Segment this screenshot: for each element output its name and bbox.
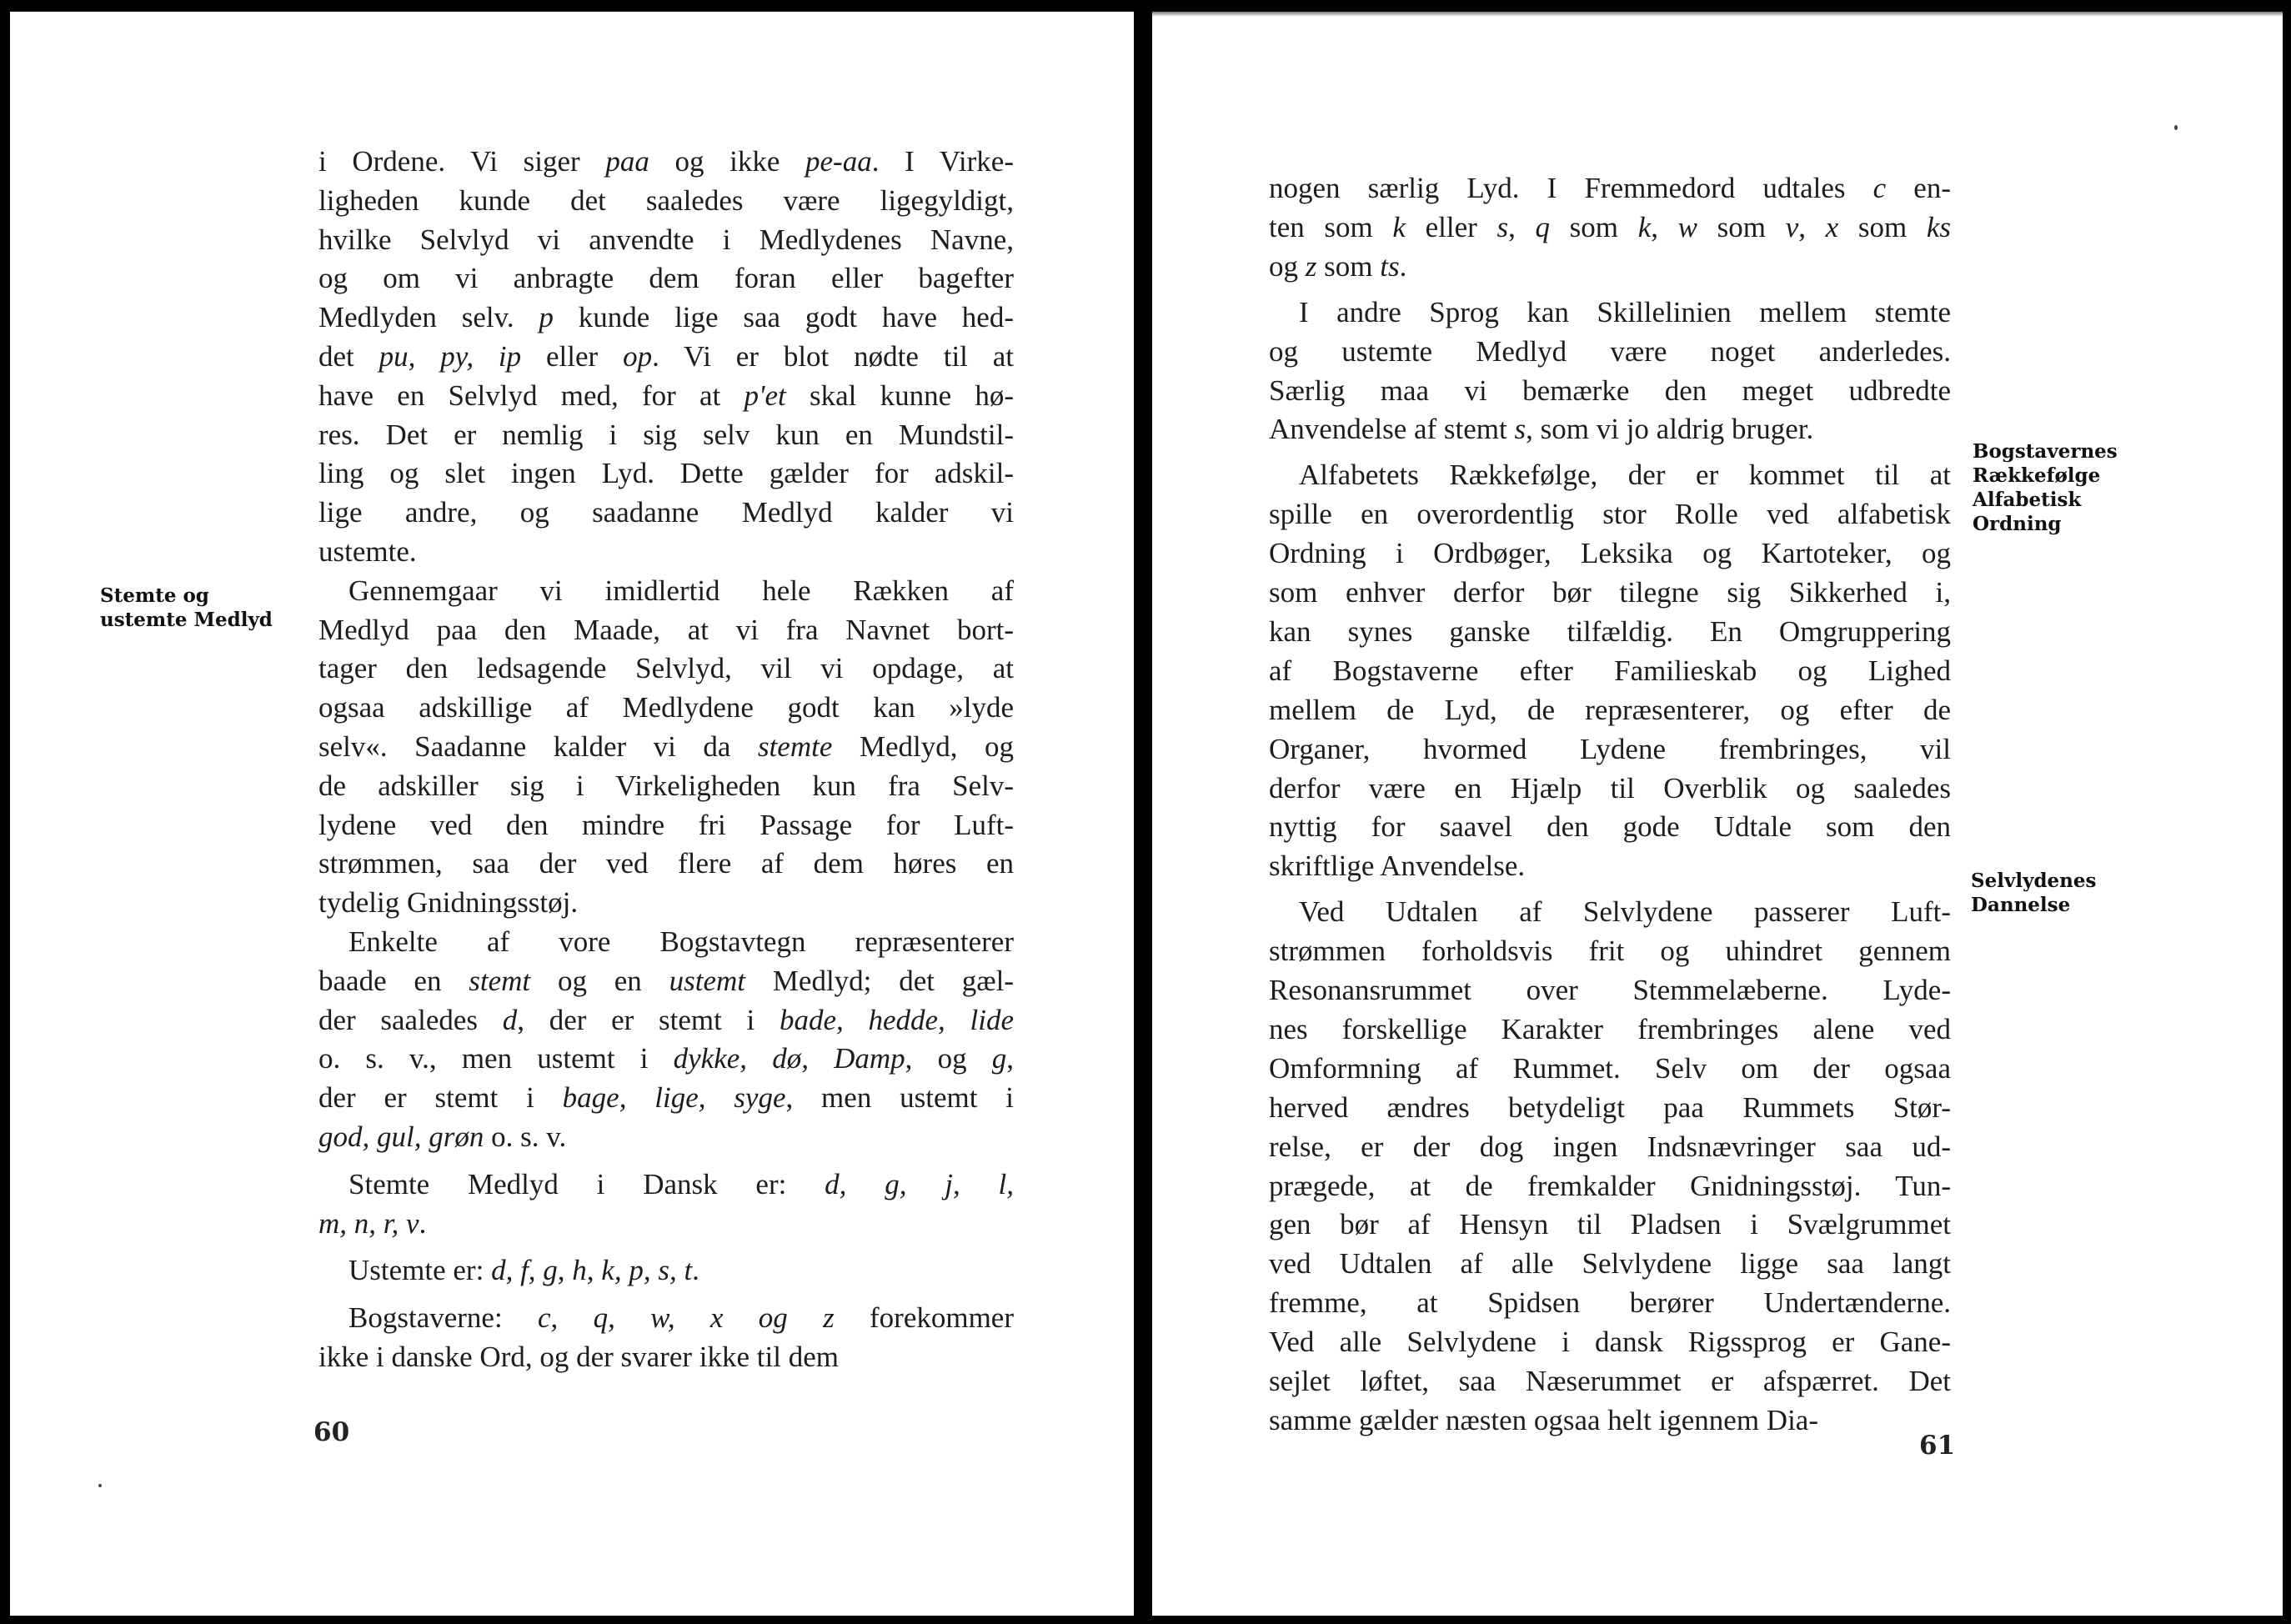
text-line: ten som k eller s, q som k, w som v, x som ks — [1269, 210, 1952, 243]
text-line: ikke i danske Ord, og der svarer ikke til dem — [318, 1341, 839, 1373]
text-line: m, n, r, v. — [318, 1206, 427, 1240]
margin-note-line: Stemte og — [100, 584, 209, 607]
text-line: o. s. v., men ustemt i dykke, dø, Damp, og g, — [318, 1042, 1014, 1075]
text-line: Medlyden selv. p kunde lige saa godt have hed- — [318, 301, 1014, 334]
text-line: nyttig for saavel den gode Udtale som den — [1269, 810, 1951, 844]
print-speck — [98, 1484, 102, 1487]
text-line: res. Det er nemlig i sig selv kun en Mundstil- — [318, 418, 1014, 451]
text-line: Gennemgaar vi imidlertid hele Rækken af — [348, 574, 1014, 607]
page-number-right: 61 — [1919, 1431, 1956, 1461]
margin-note-line: Selvlydenes — [1971, 870, 2097, 892]
text-line: det pu, py, ip eller op. Vi er blot nødte til at — [318, 340, 1015, 373]
text-line: samme gælder næsten ogsaa helt igennem Dia- — [1269, 1403, 1819, 1436]
text-line: Organer, hvormed Lydene frembringes, vil — [1269, 732, 1951, 765]
text-line: Omformning af Rummet. Selv om der ogsaa — [1269, 1051, 1951, 1085]
page-number-left: 60 — [313, 1417, 350, 1447]
text-line: og om vi anbragte dem foran eller bagefter — [318, 262, 1014, 295]
text-line: i Ordene. Vi siger paa og ikke pe-aa. I Virke- — [318, 145, 1014, 178]
text-line: Særlig maa vi bemærke den meget udbredte — [1269, 373, 1951, 407]
text-line: Medlyd paa den Maade, at vi fra Navnet bort- — [318, 613, 1014, 646]
text-line: og z som ts. — [1269, 249, 1407, 283]
text-line: derfor være en Hjælp til Overblik og saaledes — [1269, 771, 1951, 804]
text-line: nes forskellige Karakter frembringes alene ved — [1269, 1012, 1951, 1045]
text-line: tager den ledsagende Selvlyd, vil vi opdage, at — [318, 652, 1014, 685]
text-line: spille en overordentlig stor Rolle ved alfabetisk — [1269, 498, 1951, 531]
margin-note-line: Ordning — [1973, 513, 2062, 535]
text-line: relse, er der dog ingen Indsnævringer saa ud- — [1269, 1130, 1951, 1163]
text-line: mellem de Lyd, de repræsenterer, og efter de — [1269, 693, 1951, 726]
text-line: strømmen, saa der ved flere af dem høres en — [318, 847, 1014, 880]
text-line: der saaledes d, der er stemt i bade, hedde, lide — [318, 1003, 1014, 1036]
text-line: ligheden kunde det saaledes være ligegyldigt, — [318, 183, 1014, 217]
text-line: nogen særlig Lyd. I Fremmedord udtales c en- — [1269, 172, 1952, 204]
text-line: strømmen forholdsvis frit og uhindret gennem — [1269, 935, 1951, 968]
text-line: have en Selvlyd med, for at p'et skal kunne hø- — [318, 378, 1014, 412]
text-line: Resonansrummet over Stemmelæberne. Lyde- — [1269, 974, 1951, 1006]
print-speck — [2174, 125, 2178, 130]
text-line: skriftlige Anvendelse. — [1269, 850, 1526, 883]
text-line: og ustemte Medlyd være noget anderledes. — [1269, 334, 1951, 368]
text-line: lige andre, og saadanne Medlyd kalder vi — [318, 496, 1014, 529]
margin-note-line: Bogstavernes — [1973, 440, 2118, 463]
text-line: der er stemt i bage, lige, syge, men ustemt i — [318, 1081, 1014, 1115]
text-line: fremme, at Spidsen berører Undertænderne. — [1269, 1286, 1951, 1320]
margin-note-line: Alfabetisk — [1973, 489, 2082, 511]
text-line: herved ændres betydeligt paa Rummets Stør- — [1269, 1090, 1951, 1124]
text-line: de adskiller sig i Virkeligheden kun fra Selv- — [318, 769, 1014, 802]
text-line: Ved alle Selvlydene i dansk Rigssprog er Gane- — [1269, 1326, 1951, 1359]
text-line: prægede, at de fremkalder Gnidningsstøj. Tun- — [1269, 1169, 1951, 1202]
margin-note-stemte-og-ustemte-medlyd — [100, 584, 273, 632]
margin-note-line: Rækkefølge — [1973, 464, 2101, 487]
text-line: kan synes ganske tilfældig. En Omgruppering — [1269, 614, 1951, 648]
page-top-shadow — [1152, 12, 2283, 17]
text-line: tydelig Gnidningsstøj. — [318, 886, 579, 920]
text-line: ved Udtalen af alle Selvlydene ligge saa langt — [1269, 1247, 1951, 1281]
text-line: baade en stemt og en ustemt Medlyd; det gæl- — [318, 964, 1014, 997]
text-line: Ustemte er: d, f, g, h, k, p, s, t. — [348, 1254, 699, 1287]
left-page — [10, 12, 1134, 1616]
right-page — [1152, 12, 2283, 1616]
margin-note-selvlydenes-dannelse — [1971, 869, 2096, 917]
margin-note-line: Dannelse — [1971, 894, 2071, 916]
text-line: Ved Udtalen af Selvlydene passerer Luft- — [1299, 895, 1951, 929]
text-line: Bogstaverne: c, q, w, x og z forekommer — [348, 1301, 1014, 1335]
text-line: Enkelte af vore Bogstavtegn repræsenterer — [348, 925, 1014, 958]
text-line: Stemte Medlyd i Dansk er: d, g, j, l, — [348, 1167, 1015, 1200]
text-line: som enhver derfor bør tilegne sig Sikkerhed i, — [1269, 576, 1951, 609]
text-line: I andre Sprog kan Skillelinien mellem stemte — [1299, 295, 1951, 328]
text-line: Anvendelse af stemt s, som vi jo aldrig bruger. — [1269, 413, 1814, 446]
text-line: gen bør af Hensyn til Pladsen i Svælgrummet — [1269, 1208, 1951, 1241]
text-line: af Bogstaverne efter Familieskab og Lighed — [1269, 654, 1951, 687]
text-line: god, gul, grøn o. s. v. — [318, 1120, 567, 1153]
margin-note-line: ustemte Medlyd — [100, 609, 273, 631]
text-line: ogsaa adskillige af Medlydene godt kan »lyde — [318, 691, 1014, 724]
text-line: sejlet løftet, saa Næserummet er afspærret. Det — [1269, 1365, 1951, 1397]
text-line: Alfabetets Rækkefølge, der er kommet til at — [1299, 459, 1951, 492]
margin-note-bogstavernes-raekkefoelge — [1973, 439, 2118, 536]
text-line: hvilke Selvlyd vi anvendte i Medlydenes Navne, — [318, 223, 1014, 256]
text-line: ustemte. — [318, 535, 417, 568]
text-line: ling og slet ingen Lyd. Dette gælder for adskil- — [318, 457, 1014, 490]
text-line: selv«. Saadanne kalder vi da stemte Medlyd, og — [318, 730, 1014, 763]
text-line: lydene ved den mindre fri Passage for Luft- — [318, 808, 1014, 841]
text-line: Ordning i Ordbøger, Leksika og Kartoteker, og — [1269, 537, 1951, 570]
